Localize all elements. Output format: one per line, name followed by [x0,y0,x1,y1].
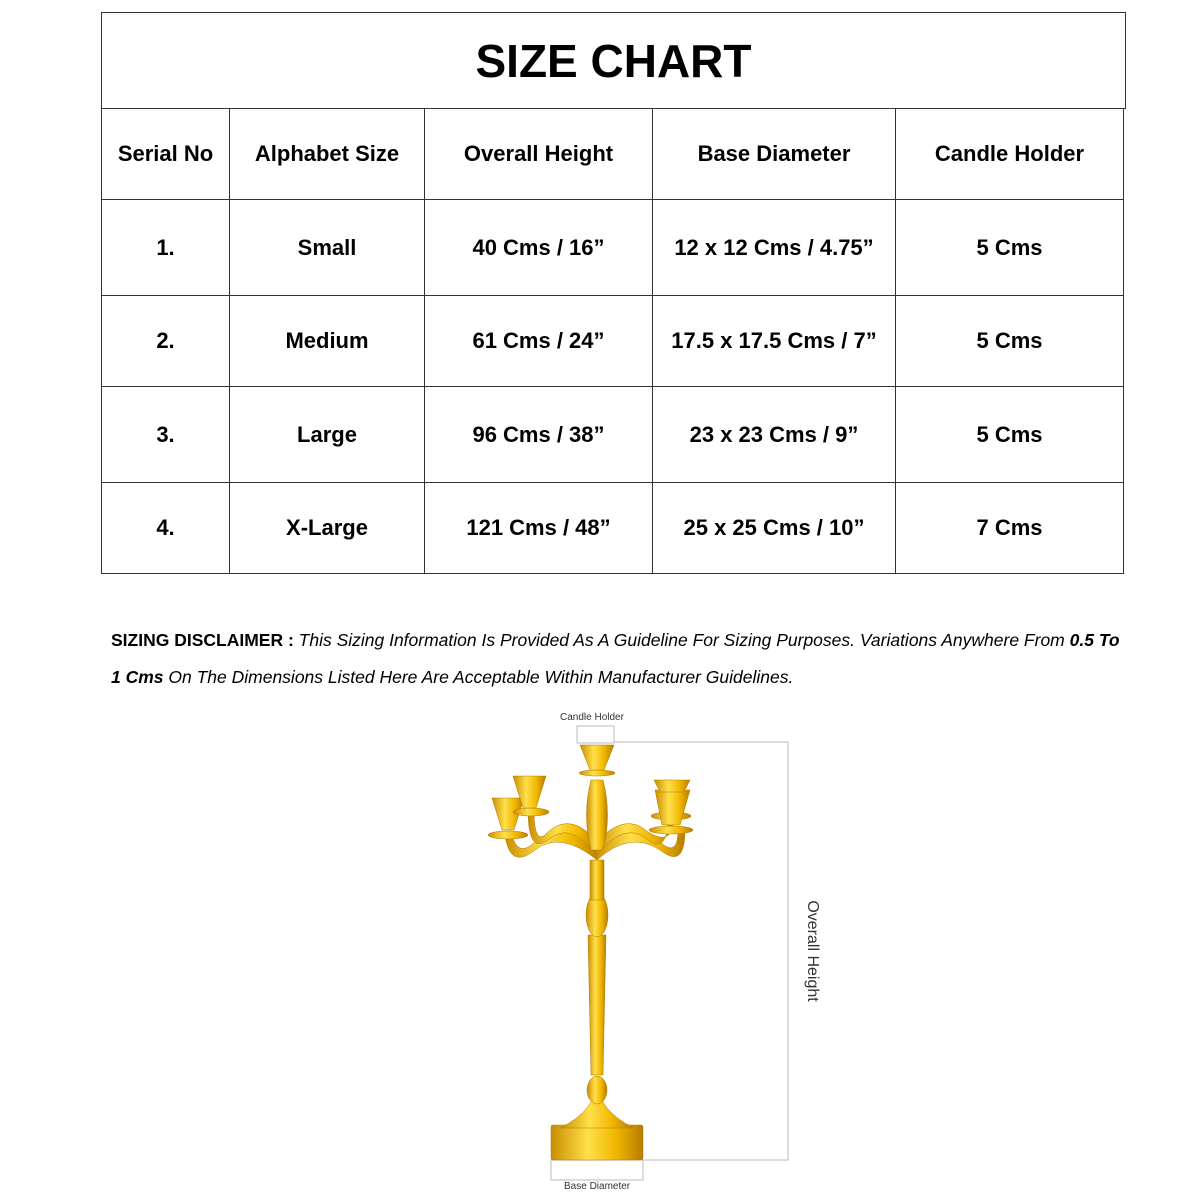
cell: 61 Cms / 24” [425,296,653,387]
header-cell: Overall Height [425,109,653,200]
cell: X-Large [230,483,425,574]
cell: 121 Cms / 48” [425,483,653,574]
cell: 2. [102,296,230,387]
cell: 5 Cms [896,387,1124,483]
cell: 96 Cms / 38” [425,387,653,483]
header-cell: Serial No [102,109,230,200]
cell: 17.5 x 17.5 Cms / 7” [653,296,896,387]
disclaimer-label: SIZING DISCLAIMER : [111,630,294,650]
header-cell: Alphabet Size [230,109,425,200]
base-diameter-label: Base Diameter [564,1181,631,1192]
cell: 4. [102,483,230,574]
cell: 3. [102,387,230,483]
disclaimer-text: This Sizing Information Is Provided As A Guideline For Sizing Purposes. Variations Anywhere From [293,630,1070,650]
cell: 7 Cms [896,483,1124,574]
header-cell: Base Diameter [653,109,896,200]
overall-height-label: Overall Height [804,900,821,1002]
cell: 12 x 12 Cms / 4.75” [653,200,896,296]
cell: Medium [230,296,425,387]
header-cell: Candle Holder [896,109,1124,200]
cell: 5 Cms [896,200,1124,296]
disclaimer-tolerance: 0.5 To 1 Cms [111,630,1120,687]
page-title: SIZE CHART [101,12,1126,109]
cell: 5 Cms [896,296,1124,387]
cell: 23 x 23 Cms / 9” [653,387,896,483]
cell: 1. [102,200,230,296]
cell: 25 x 25 Cms / 10” [653,483,896,574]
candle-holder-label: Candle Holder [560,712,624,723]
cell: 40 Cms / 16” [425,200,653,296]
cell: Small [230,200,425,296]
cell: Large [230,387,425,483]
candelabra-image [488,745,693,1160]
disclaimer-text: On The Dimensions Listed Here Are Acceptable Within Manufacturer Guidelines. [163,667,794,687]
